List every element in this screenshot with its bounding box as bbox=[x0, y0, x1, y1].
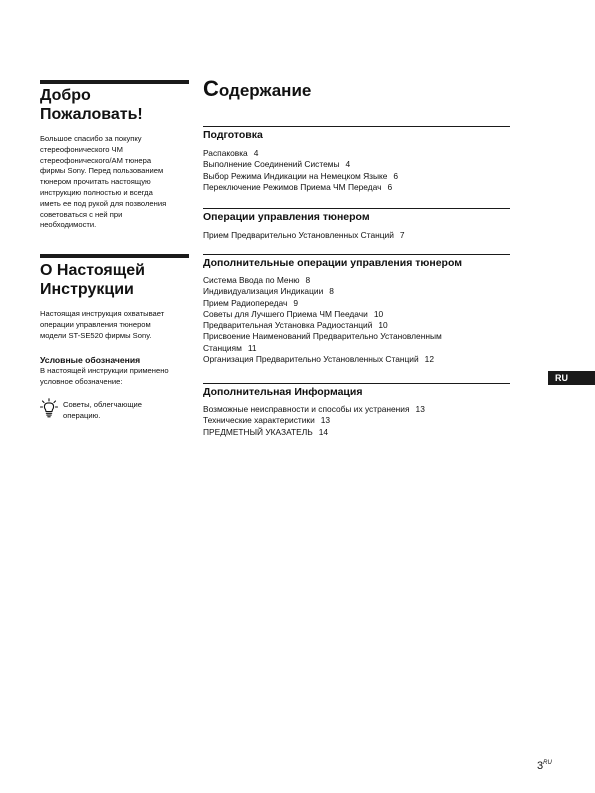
toc-entry[interactable] bbox=[203, 354, 510, 365]
conventions-title: Условные обозначения bbox=[40, 355, 141, 366]
section-heading: Подготовка bbox=[203, 129, 263, 141]
toc-entry-text: Переключение Режимов Приема ЧМ Передач bbox=[203, 181, 382, 192]
toc-entry[interactable] bbox=[203, 404, 510, 415]
toc-entry[interactable] bbox=[203, 171, 510, 182]
toc-title-rest: одержание bbox=[218, 81, 312, 100]
tip-text-line: операцию. bbox=[63, 410, 101, 420]
conventions-body-line: условное обозначение: bbox=[40, 377, 123, 387]
toc-entry[interactable] bbox=[203, 415, 510, 426]
toc-entry-page: 4 bbox=[253, 148, 259, 158]
toc-entry-text: Прием Радиопередач bbox=[203, 297, 288, 308]
toc-entry-text: Выбор Режима Индикации на Немецком Языке bbox=[203, 170, 388, 181]
toc-entry-page: 9 bbox=[293, 297, 299, 308]
section-heading: Операции управления тюнером bbox=[203, 211, 370, 223]
tip-text bbox=[63, 400, 142, 422]
page-number bbox=[537, 760, 552, 772]
toc-entry-page: 10 bbox=[373, 308, 384, 319]
welcome-body-line: фирмы Sony. Перед пользованием bbox=[40, 166, 164, 176]
welcome-body-line: инструкцию полностью и всегда bbox=[40, 187, 153, 197]
about-section bbox=[40, 261, 189, 388]
about-title-line2: Инструкции bbox=[40, 281, 134, 298]
page-number-value: 3 bbox=[537, 760, 544, 772]
welcome-title-line2: Пожаловать! bbox=[40, 106, 143, 123]
toc-entry-text: Выполнение Соединений Системы bbox=[203, 159, 340, 170]
toc-section bbox=[203, 257, 510, 365]
toc-entry-page: 4 bbox=[345, 159, 351, 170]
conventions-body-line: В настоящей инструкции применено bbox=[40, 366, 169, 376]
language-tab: RU bbox=[548, 371, 595, 385]
toc-entry[interactable] bbox=[203, 159, 510, 170]
section-heading: Дополнительные операции управления тюнером bbox=[203, 257, 462, 269]
toc-entry[interactable] bbox=[203, 343, 510, 354]
welcome-body-line: стереофонического/АМ тюнера bbox=[40, 155, 152, 165]
welcome-body-line: стереофонического ЧМ bbox=[40, 144, 123, 154]
section-rule bbox=[203, 254, 510, 255]
toc-entry[interactable] bbox=[203, 320, 510, 331]
toc-entry-text: Присвоение Наименований Предварительно Установленным bbox=[203, 331, 442, 342]
about-title-line1: О Настоящей bbox=[40, 262, 145, 279]
page-number-suffix: RU bbox=[543, 760, 552, 766]
toc-entry[interactable] bbox=[203, 230, 510, 241]
toc-entry[interactable] bbox=[203, 182, 510, 193]
toc-entry-page: 8 bbox=[305, 275, 311, 285]
about-rule bbox=[40, 254, 189, 258]
about-body-line: Настоящая инструкция охватывает bbox=[40, 309, 165, 318]
toc-entry-text: Предварительная Установка Радиостанций bbox=[203, 320, 373, 331]
toc-entry[interactable] bbox=[203, 331, 510, 342]
toc-entry-page: 6 bbox=[387, 181, 393, 192]
toc-section bbox=[203, 211, 510, 241]
welcome-body bbox=[40, 134, 189, 231]
tip-text-line: Советы, облегчающие bbox=[63, 400, 143, 409]
section-rule bbox=[203, 126, 510, 127]
toc-entry-text: Система Ввода по Меню bbox=[203, 275, 300, 285]
toc-entry-text: Станциям bbox=[203, 342, 242, 353]
welcome-section bbox=[40, 86, 189, 231]
welcome-body-line: тюнером прочитать настоящую bbox=[40, 177, 151, 187]
toc-entry-text: Возможные неисправности и способы их устранения bbox=[203, 404, 410, 414]
toc-entry-page: 11 bbox=[247, 342, 257, 353]
toc-entry-page: 14 bbox=[318, 426, 329, 437]
toc-entry-page: 13 bbox=[415, 404, 425, 414]
about-body-line: модели ST-SE520 фирмы Sony. bbox=[40, 330, 152, 340]
toc-title bbox=[203, 76, 311, 102]
toc-entry[interactable] bbox=[203, 286, 510, 297]
toc-entry-page: 8 bbox=[329, 286, 334, 297]
section-heading: Дополнительная Информация bbox=[203, 386, 363, 398]
toc-entry-text: Индивидуализация Индикации bbox=[203, 286, 324, 297]
about-body bbox=[40, 309, 189, 341]
toc-entry[interactable] bbox=[203, 427, 510, 438]
welcome-title-line1: Добро bbox=[40, 87, 91, 104]
toc-entry-text: Советы для Лучшего Приема ЧМ Пеедачи bbox=[203, 308, 368, 319]
welcome-rule bbox=[40, 80, 189, 84]
welcome-body-line: советоваться с ней при bbox=[40, 209, 123, 219]
toc-title-initial: С bbox=[203, 76, 219, 101]
about-body-line: операции управления тюнером bbox=[40, 319, 151, 329]
welcome-body-line: необходимости. bbox=[40, 220, 97, 230]
toc-entry-text: Технические характеристики bbox=[203, 415, 315, 426]
toc-entry-page: 10 bbox=[378, 320, 388, 331]
toc-entry-page: 7 bbox=[399, 230, 405, 240]
toc-entry-page: 12 bbox=[424, 354, 434, 365]
toc-entry-page: 13 bbox=[320, 415, 331, 426]
toc-entry-page: 6 bbox=[393, 170, 399, 181]
toc-entry-text: ПРЕДМЕТНЫЙ УКАЗАТЕЛЬ bbox=[203, 426, 313, 437]
toc-entry-text: Организация Предварительно Установленных Станций bbox=[203, 354, 419, 365]
toc-entry-text: Распаковка bbox=[203, 148, 248, 158]
toc-entry[interactable] bbox=[203, 275, 510, 286]
toc-section bbox=[203, 129, 510, 193]
welcome-body-line: иметь ее под рукой для позволения bbox=[40, 198, 167, 208]
toc-entry-text: Прием Предварительно Установленных Станций bbox=[203, 230, 394, 240]
welcome-body-line: Большое спасибо за покупку bbox=[40, 134, 142, 143]
toc-entry[interactable] bbox=[203, 298, 510, 309]
lightbulb-icon bbox=[40, 398, 58, 418]
toc-entry[interactable] bbox=[203, 148, 510, 159]
toc-section bbox=[203, 386, 510, 438]
section-rule bbox=[203, 208, 510, 209]
section-rule bbox=[203, 383, 510, 384]
toc-entry[interactable] bbox=[203, 309, 510, 320]
